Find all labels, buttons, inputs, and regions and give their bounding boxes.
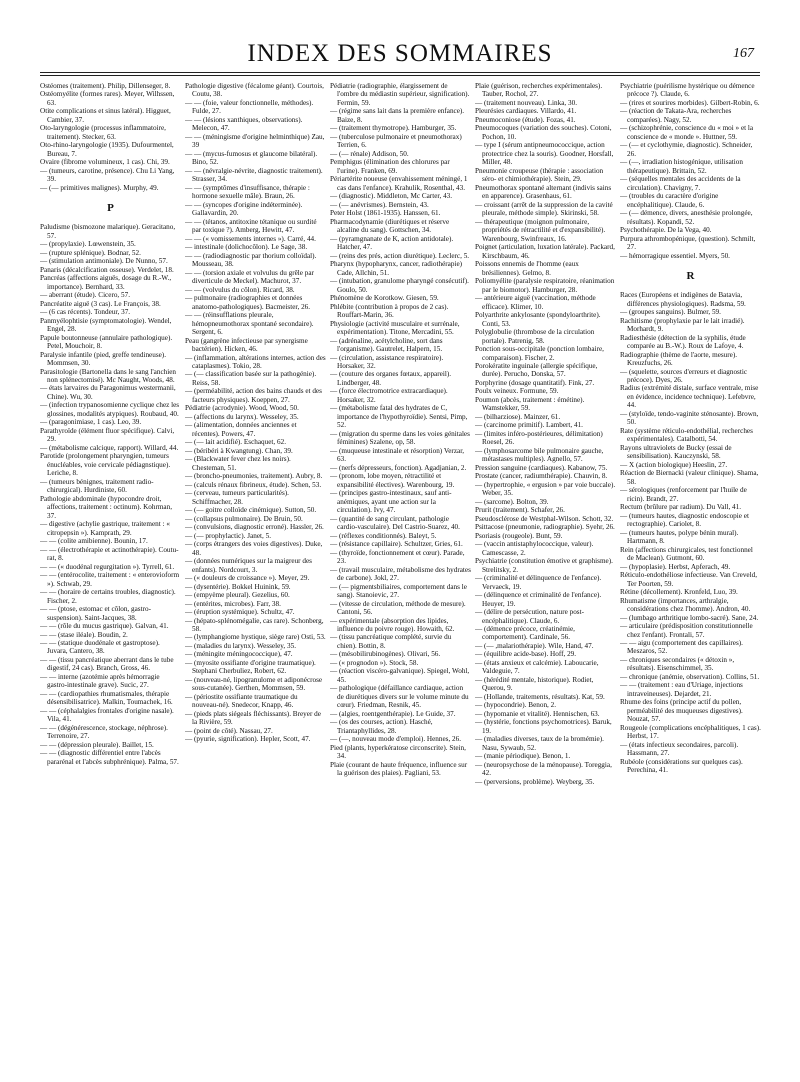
index-entry: — (hystérie, fonctions psychomotrices). Baruk, 19. bbox=[475, 718, 612, 735]
index-entry: Ostéomyélite (formes rares). Meyer, Wilhssen, 63. bbox=[40, 90, 175, 107]
index-entry: — (séquelles mentales des accidents de la circulation). Chavigny, 7. bbox=[620, 175, 741, 192]
index-entry: Rayons ultraviolets de Bucky (essai de sensibilisation). Kauczynski, 58. bbox=[620, 443, 732, 461]
index-entry: — (alimentation, données anciennes et récentes). Powers, 47. bbox=[185, 421, 297, 438]
index-entry: — (régime sans lait dans la première enfance). Baize, 8. bbox=[330, 107, 465, 124]
index-entry: — (collapsus pulmonaire). De Bruin, 50. bbox=[185, 514, 303, 523]
index-entry: — — (traitement : eau d'Uriage, injections intraveineuses). Dejardet, 21. bbox=[620, 681, 743, 698]
index-entry: — (paragonimiase, 1 cas). Leo, 39. bbox=[40, 418, 142, 427]
index-entry: — (os des courses, action). Hasché, Triantaphyllides, 28. bbox=[330, 718, 433, 735]
index-entry: — — (entérocolite, traitement : « enterovioform »). Schwab, 29. bbox=[40, 571, 180, 588]
index-entry: Ostéomes (traitement). Philip, Dillenseger, 8. bbox=[40, 82, 171, 90]
index-entry: — — (horaire de certains troubles, diagnostic). Fischer, 2. bbox=[40, 588, 176, 605]
index-entry: Pathologie abdominale (hypocondre droit, affections, traitement : octinum). Kohrman, 37. bbox=[40, 494, 173, 520]
index-entry: Peter Holst (1861-1935). Hanssen, 61. bbox=[330, 209, 441, 218]
index-entry: Rhume des foins (principe actif du pollen, perméabilité des muqueuses digestives). Nouzat, 57. bbox=[620, 698, 743, 724]
index-entry: — (démence précoce, créatinémie, comportement). Cardinale, 56. bbox=[475, 625, 575, 642]
index-entry: — (calculs rénaux fibrineux, étude). Schen, 53. bbox=[185, 480, 322, 489]
index-entry: — (perméabilité, action des bains chauds et des facteurs physiques). Koeppen, 27. bbox=[185, 387, 322, 404]
index-entry: Otite complications et sinus latéral). Higguet, Cambier, 37. bbox=[40, 107, 171, 124]
section-letter: P bbox=[107, 202, 114, 215]
index-entry: — pathologique (défaillance cardiaque, action de diurétiques divers sur le volume minute du cœur). Friedman, Resnik, 45. bbox=[330, 684, 469, 710]
index-entry: — — (colite amibienne). Bounin, 17. bbox=[40, 537, 148, 546]
index-entry: Parathyroïde (élément fluor spécifique). Calvi, 29. bbox=[40, 426, 175, 444]
index-entry: — (états anxieux et calcémie). Laboucarie, Valdeguie, 7. bbox=[475, 658, 599, 676]
index-entry: — — aigu (comportement des capillaires). Meszaros, 52. bbox=[620, 639, 743, 656]
index-entry: — (pyramgnanate de K, action antidotale). Hatcher, 47. bbox=[330, 234, 454, 252]
index-entry: Rougeole (complications encéphalitiques, 1 cas). Herbst, 17. bbox=[620, 723, 761, 741]
index-entry: — (broncho-pneumonies, traitement). Aubry, 8. bbox=[185, 472, 323, 481]
index-entry: — (hérédité mentale, historique). Rodiet, Querou, 9. bbox=[475, 675, 594, 693]
index-entry: — (traitement nouveau). Linka, 30. bbox=[475, 98, 577, 107]
index-entry: — (rires et sourires morbides). Gilbert-Robin, 6. bbox=[620, 98, 760, 107]
index-entry: Radiographie (thème de l'aorte, mesure). Kreuzfuchs, 26. bbox=[620, 350, 738, 368]
index-entry: — (—, irradiation histogénique, utilisation thérapeutique). Brittain, 52. bbox=[620, 158, 743, 175]
index-entry: — (« prognodon »). Stock, 58. bbox=[330, 658, 419, 667]
index-entry: — — (rôle du mucus gastrique). Galvan, 41. bbox=[40, 622, 169, 631]
index-entry: — type I (sérum antipneumococcique, action protectrice chez la souris). Goodner, Horsfall, Miller, 48. bbox=[475, 141, 614, 167]
index-entry: — (métabolisme fatal des hydrates de C, importance de l'hypothyroïdie). Sentsi, Pimp, 52. bbox=[330, 404, 468, 430]
index-entry: — (— primitives malignes). Murphy, 49. bbox=[40, 183, 159, 192]
index-entry: — chronique (anémie, observation). Collins, 51. bbox=[620, 672, 760, 681]
index-entry: Pemphigus (élimination des chlorures par l'urine). Franken, 69. bbox=[330, 158, 450, 175]
index-entry: — X (action biologique) Heeslin, 27. bbox=[620, 460, 728, 469]
index-entry: Pied (plants, hyperkératose circonscrite). Stein, 34. bbox=[330, 743, 466, 761]
index-entry: — (limites inféro-postérieures, délimitation) Roesel, 26. bbox=[475, 429, 603, 447]
index-columns bbox=[40, 82, 764, 1072]
index-entry: — — (tétanos, antitoxine tétanique ou surdité par toxique ?). Amberg, Hewitt, 47. bbox=[185, 217, 317, 235]
index-entry: — digestive (achylie gastrique, traitement : « citropepsin »). Kamprath, 29. bbox=[40, 520, 170, 537]
index-entry: Périartérite noueuse (envahissement méningé, 1 cas dans l'enfance). Krahulik, Rosenthal, 43. bbox=[330, 175, 468, 192]
index-entry: — (entérites, microbes). Farr, 38. bbox=[185, 599, 281, 608]
index-entry: Pancréas (affections aiguës, dosage du R.-W., importance). Bernhard, 33. bbox=[40, 274, 172, 291]
index-entry: — (perversions, problème). Weyberg, 35. bbox=[475, 777, 595, 786]
header-rule-bottom bbox=[40, 75, 760, 76]
index-entry: Pneumonie croupeuse (thérapie : association séro- et chimiothérapie). Stein, 29. bbox=[475, 166, 604, 184]
index-entry: — (tuberculose pulmonaire et pneumothorax) Terrien, 6. bbox=[330, 132, 462, 150]
index-entry: Réaction de Biernacki (valeur clinique). Shama, 58. bbox=[620, 469, 759, 486]
index-entry: — (réflexes conditionnés). Baleyt, 5. bbox=[330, 531, 437, 540]
index-entry: — (adrénaline, acétylcholine, sort dans l'organisme). Gautrelet, Halpern, 15. bbox=[330, 336, 443, 354]
index-entry: — (— classification basée sur la pathogénie). Reiss, 58. bbox=[185, 370, 317, 387]
index-entry: Pédiatrie (acrodynie). Wood, Wood, 50. bbox=[185, 404, 299, 413]
index-entry: — croissant (arrêt de la suppression de la cavité pleurale, méthode simple). Skirinski, 58. bbox=[475, 200, 613, 218]
index-entry: — (équilibre acide-base). Hoff, 29. bbox=[475, 650, 577, 659]
index-entry: — (Hollande, traitements, résultats). Kat, 59. bbox=[475, 692, 605, 701]
index-entry: — (stimulation antimoniale). De Nunno, 57. bbox=[40, 257, 168, 266]
index-entry: Paralysie infantile (pied, greffe tendineuse). Mommsen, 30. bbox=[40, 350, 166, 368]
index-entry: Papule boutonneuse (annulaire pathologique). Petel, Mouchoir, 8. bbox=[40, 333, 173, 351]
index-entry: — (criminalité et délinquence de l'enfance). Vervaeck, 19. bbox=[475, 574, 602, 591]
index-entry: — (hypomanie et vitalité). Hennischen, 63. bbox=[475, 709, 600, 718]
index-entry: — (— goitre colloïde cinémique). Sutton, 50. bbox=[185, 506, 317, 515]
index-entry: — (délire de persécution, nature post-encéphalitique). Claude, 6. bbox=[475, 608, 584, 625]
index-entry: — (sarcome). Bolton, 39. bbox=[475, 497, 549, 506]
index-entry: Réticulo-endothéliose infectieuse. Van Creveld, Ter Poorten, 59. bbox=[620, 571, 757, 588]
index-entry: Rubéole (considérations sur quelques cas). Perechina, 41. bbox=[620, 757, 743, 775]
index-entry: — — (électrothérapie et actinothérapie). Coutu-rat, 8. bbox=[40, 545, 179, 563]
index-entry: — — (foie, valeur fonctionnelle, méthodes). Fulde, 27. bbox=[185, 98, 314, 116]
index-entry: — — (tissu pancréatique aberrant dans le tube digestif, 24 cas). Branch, Gross, 46. bbox=[40, 655, 174, 673]
index-entry: Rein (affections chirurgicales, test fonctionnel de Maclean). Gutmont, 60. bbox=[620, 545, 753, 563]
index-entry: Psychiatrie (constitution émotive et graphisme). Strelitsky, 2. bbox=[475, 557, 613, 574]
index-entry: Pédiatrie (radiographie, élargissement de l'ombre du médiastin supérieur, signification). Fermin, 59. bbox=[330, 82, 470, 107]
index-entry: — — (mycus-fumosus et glaucome bilatéral). Bino, 52. bbox=[185, 149, 318, 167]
index-entry: Prostate (cancer, radiumthérapie). Chauvin, 8. bbox=[475, 472, 608, 481]
index-entry: — (tumeurs bénignes, traitement radio-chirurgical). Hurdiniste, 60. bbox=[40, 477, 154, 495]
index-column-1 bbox=[40, 82, 181, 1072]
index-entry: Ovaire (fibrome volumineux, 1 cas). Chi, 39. bbox=[40, 158, 170, 167]
index-entry: — — (lésions xanthiques, observations). Melecon, 47. bbox=[185, 115, 303, 133]
index-entry: — (reins des prés, action diurétique). Leclerc, 5. bbox=[330, 251, 470, 260]
index-entry: Races (Européens et indigènes de Batavia, différences physiologiques). Radsma, 59. bbox=[620, 291, 746, 308]
index-entry: — (point de côté). Nassau, 27. bbox=[185, 726, 273, 735]
index-entry: — (maladies diverses, taux de la bromémie). Nasu, Sywaub, 52. bbox=[475, 735, 604, 752]
index-entry: Panaris (décalcification osseuse). Verdelet, 18. bbox=[40, 265, 174, 274]
index-entry: — (affections du larynx). Wesseley, 35. bbox=[185, 412, 299, 421]
index-entry: — — (« vomissements internes »). Carré, 44. bbox=[185, 234, 316, 243]
index-entry: — sérologiques (renforcement par l'huile de ricin). Brandt, 27. bbox=[620, 486, 747, 503]
index-entry: — (réaction viscéro-galvanique). Spiegel, Wohl, 45. bbox=[330, 667, 470, 684]
index-entry: — — (ptose, estomac et côlon, gastro-suspension). Saint-Jacques, 38. bbox=[40, 605, 151, 622]
index-entry: — (carcinome primitif). Lambert, 41. bbox=[475, 421, 583, 430]
index-entry: — états larvaires du Paragonimus westermanii, Chine). Wu, 30. bbox=[40, 384, 176, 401]
index-entry: — (couture des organes fœtaux, appareil). Lindberger, 48. bbox=[330, 370, 452, 387]
index-entry: Pression sanguine (cardiaques). Kabanow, 75. bbox=[475, 463, 608, 472]
index-entry: — — (torsion axiale et volvulus du grêle par diverticule de Meckel). Machurot, 37. bbox=[185, 268, 314, 286]
index-entry: — (tumeurs hautes, polype bénin mural). Hartmann, 8. bbox=[620, 528, 739, 546]
index-entry: — (réaction de Takata-Ara, recherches comparées). Nagy, 52. bbox=[620, 107, 732, 124]
index-entry: — (algies, roentgenthérapie). Le Guide, 37. bbox=[330, 709, 456, 718]
index-entry: — (hépato-splénomégalie, cas rare). Schonberg, 58. bbox=[185, 616, 324, 633]
index-entry: Parotide (prolongement pharyngien, tumeurs énucléables, voie cervicale pédiagnstique). Leriche, 8. bbox=[40, 452, 171, 478]
index-entry: Phlébite (contribution à propos de 2 cas). Rouffart-Marin, 36. bbox=[330, 302, 449, 320]
index-entry: Psychothérapie. De la Vega, 40. bbox=[620, 226, 712, 235]
index-entry: — — (stase iléale). Boudin, 2. bbox=[40, 630, 128, 639]
index-entry: — — (névralgie-névrite, diagnostic traitement). Strasser, 34. bbox=[185, 166, 323, 184]
index-entry: — (lumbago arthritique lombo-sacré). Sane, 24. bbox=[620, 613, 759, 622]
index-entry: — (rupture splénique). Bodnar, 52. bbox=[40, 248, 141, 257]
index-entry: Psoriasis (rougeole). Bunt, 59. bbox=[475, 531, 563, 540]
index-entry: — (— pigmentsbiliaires, comportement dans le sang). Stanoievic, 27. bbox=[330, 582, 467, 600]
index-entry: — (neuropsychose de la ménopause). Toreggia, 42. bbox=[475, 760, 612, 778]
index-entry: — (inflammation, altérations internes, action des cataplasmes). Tokio, 28. bbox=[185, 353, 326, 370]
index-entry: Parasitologie (Bartonella dans le sang l'anchien non splénectomisé). Mc Naught, Woods, 48. bbox=[40, 367, 177, 384]
index-entry: Pancréatite aiguë (3 cas). Le François, 38. bbox=[40, 299, 161, 308]
index-entry: — — (diagnostic différentiel entre l'abcès pararénal et l'abcès subphrénique). Palma, 57. bbox=[40, 749, 179, 766]
page-header bbox=[40, 40, 760, 68]
index-entry: — (intubation, granulome pharyngé consécutif). Goulo, 50. bbox=[330, 277, 469, 294]
index-entry: Pneumoconiose (étude). Fozas, 41. bbox=[475, 115, 576, 124]
index-entry: Psittacose (pneumonie, radiographie). Syehr, 26. bbox=[475, 523, 615, 532]
index-entry: — (béribéri à Kwangtung). Chan, 39. bbox=[185, 446, 293, 455]
index-entry: Poissons ennemis de l'homme (eaux brésiliennes). Gelmo, 8. bbox=[475, 260, 579, 277]
index-entry: — — (cardiopathies rhumatismales, thérapie désensibilisatrice). Malkin, Toumachek, 16. bbox=[40, 689, 173, 707]
index-entry: — (bilharziose). Mainzer, 61. bbox=[475, 412, 561, 421]
index-entry: — — (syncopes d'origine indéterminée). Gallavardin, 20. bbox=[185, 200, 303, 218]
index-entry: — — (volvulus du côlon). Ricard, 38. bbox=[185, 285, 295, 294]
index-entry: — (lymphangiome hystique, siège rare) Osti, 53. bbox=[185, 633, 326, 642]
index-entry: — (quantité de sang circulant, pathologie cardio-vasculaire). Del Castrio-Suarez, 40. bbox=[330, 514, 460, 532]
index-entry: — (— prophylactic). Janet, 5. bbox=[185, 531, 272, 540]
index-entry: — (pieds plats siégeals fléchissants). Breyer de la Rivière, 59. bbox=[185, 709, 321, 727]
index-entry: — (maladies du larynx). Wesseley, 35. bbox=[185, 641, 296, 650]
index-entry: — (— lait acidifié). Eschaquet, 62. bbox=[185, 438, 286, 447]
index-entry: — (éruption systémique). Schultz, 47. bbox=[185, 608, 295, 617]
index-entry: — (6 cas récents). Tondeur, 37. bbox=[40, 308, 131, 317]
index-entry: — (migration du sperme dans les voies génitales féminines) Szalene, op, 58. bbox=[330, 429, 470, 447]
index-entry: Pharmacodynamie (diurétiques et réserve alcaline du sang). Gottschen, 34. bbox=[330, 217, 450, 235]
index-entry: Phénomène de Korotkow. Giesen, 59. bbox=[330, 294, 439, 303]
index-entry: Porphyrine (dosage quantitatif). Fink, 27. bbox=[475, 378, 595, 387]
index-entry: Pleurésies cardiaques. Villardo, 41. bbox=[475, 107, 577, 116]
index-entry: Poumon (abcès, traitement : émétine). Wamstekker, 59. bbox=[475, 395, 585, 413]
index-entry: — (hypertrophie, « ergusion » par voie buccale). Weber, 35. bbox=[475, 480, 616, 498]
index-entry: Pneumothorax spontané alternant (indivis sains en apparence). Grasenhaus, 61. bbox=[475, 183, 612, 201]
index-entry: — antérieure aiguë (vaccination, méthode efficace). Klimer, 10. bbox=[475, 294, 596, 311]
index-entry: — — (statique duodénale et gastroptose). Juvara, Cantero, 38. bbox=[40, 639, 160, 656]
index-entry: — expérimentale (absorption des lipides, influence du poivre rouge). Howaith, 62. bbox=[330, 616, 455, 633]
index-entry: — (muqueuse intestinale et résorption) Verzar, 63. bbox=[330, 446, 465, 464]
index-entry: — intestinale (dolichocôlon). Le Sage, 38. bbox=[185, 243, 308, 252]
index-entry: — (diagnostic). Middleton, Mc Carter, 43. bbox=[330, 192, 453, 201]
index-entry: — (lymphosarcome bile pulmonaire gauche, métastases multiples). Agnello, 57. bbox=[475, 446, 604, 464]
index-entry: Polyglobulie (thrombose de la circulation portale). Patrenig, 58. bbox=[475, 328, 595, 345]
index-entry: Oto-rhino-laryngologie (1935). Dufourmentel, Bureau, 7. bbox=[40, 141, 174, 158]
index-entry: — (tumeurs hautes, diagnostic endoscopie et rectographie). Cariolet, 8. bbox=[620, 511, 749, 529]
index-entry: — (dysentérie). Bokkel Huinink, 59. bbox=[185, 582, 291, 591]
index-column-5 bbox=[620, 82, 761, 1072]
index-column-3 bbox=[330, 82, 471, 1072]
index-entry: — (métabolisme calcique, rapport). Willard, 44. bbox=[40, 443, 179, 452]
index-entry: — (vitesse de circulation, méthode de mesure). Cantoni, 56. bbox=[330, 599, 466, 617]
index-entry: Rachitisme (prophylaxie par le lait irradié). Morhardt, 9. bbox=[620, 316, 745, 334]
index-entry: — — (dégénérescence, stockage, néphrose). Terrenoire, 27. bbox=[40, 723, 168, 741]
index-entry: — (mésobilirubinogènes). Olivari, 56. bbox=[330, 650, 441, 659]
index-column-2 bbox=[185, 82, 326, 1072]
index-entry: — aberrant (étude). Cicero, 57. bbox=[40, 291, 131, 300]
index-entry: — (circulation, assistance respiratoire). Horsaker, 32. bbox=[330, 353, 444, 370]
index-entry: — (groupes sanguins). Bulmer, 59. bbox=[620, 308, 721, 317]
index-entry: — (nouveau-né, lipogranulome et adiponécrose sous-cutanée). Gerthen, Mommsen, 59. bbox=[185, 675, 323, 693]
index-entry: Poulx veineux. Formune, 59. bbox=[475, 387, 559, 396]
index-entry: Radius (extrémité distale, surface ventrale, mise en évidence, incidence technique). Lefebvre, 44. bbox=[620, 384, 759, 410]
index-entry: — (—, nouveau mode d'emploi). Hennes, 26. bbox=[330, 735, 462, 744]
index-entry: — (— ,malariothérapie). Wile, Hand, 47. bbox=[475, 641, 594, 650]
index-entry: — (thyroïde, fonctionnement et cœur). Parade, 23. bbox=[330, 548, 465, 566]
index-entry: — (infection trypanosomienne cyclique chez les glossines, modalités atypiques). Roubaud, 40. bbox=[40, 401, 180, 418]
index-entry: — (manie périodique). Benon, 1. bbox=[475, 752, 571, 761]
index-entry: Rétine (décollement). Kronfeld, Luo, 39. bbox=[620, 588, 738, 597]
index-entry: Poliomyélite (paralysie respiratoire, réanimation par le biomotor). Hamburger, 28. bbox=[475, 277, 615, 294]
index-entry: Pneumocoques (variation des souches). Cotoni, Pochon, 10. bbox=[475, 124, 612, 141]
page-title: INDEX DES SOMMAIRES bbox=[247, 40, 553, 67]
index-entry: — (traitement thymotrope). Hamburger, 35. bbox=[330, 124, 457, 133]
index-entry: Psychiatrie (puérilisme hystérique ou démence précoce ?). Claude, 6. bbox=[620, 82, 755, 99]
index-entry: — (— anévrismes). Bernstein, 43. bbox=[330, 200, 429, 209]
index-entry: — pulmonaire (radiographies et données anatomo-pathologiques). Bacmeister, 26. bbox=[185, 294, 311, 311]
index-entry: — (pronom, lobe moyen, rétractilité et expansibilité électives). Warenbourg, 19. bbox=[330, 472, 455, 489]
index-entry: — — (« duodénal regurgitation »). Tyrrell, 61. bbox=[40, 562, 175, 571]
index-entry: — (méningite méningococcique), 47. bbox=[185, 650, 293, 659]
index-entry: Rectum (brûlure par radium). Du Vall, 41. bbox=[620, 503, 742, 512]
index-entry: Peau (gangrène infectieuse par synergisme bactérien). Hicken, 46. bbox=[185, 336, 308, 354]
index-entry: — (hypocondrie). Benon, 2. bbox=[475, 701, 557, 710]
index-entry: Ponction sous-occipitale (ponction lombaire, comparaison). Fischer, 2. bbox=[475, 345, 604, 362]
index-entry: Polyarthrite ankylosante (spondyloarthrite). Conti, 53. bbox=[475, 311, 601, 328]
index-entry: Porokératite inguinale (allergie spécifique, durée). Perucho, Donska, 57. bbox=[475, 361, 598, 379]
index-entry: — — (méningisme d'origine helminthique) Zau, 39 bbox=[185, 132, 325, 150]
index-entry: — (empyème pleural). Gezelius, 60. bbox=[185, 591, 290, 600]
index-entry: — (états infectieux secondaires, parcoli). Hassmann, 27. bbox=[620, 740, 739, 758]
index-entry: — — (céphalalgies frontales d'origine nasale). Vila, 41. bbox=[40, 706, 174, 724]
index-entry: — (hypoplasie). Herbst, Apferach, 49. bbox=[620, 562, 731, 571]
index-entry: Radiesthésie (détection de la syphilis, étude comparée au B.-W.). Roux de Lafoye, 4. bbox=[620, 333, 746, 351]
section-letter: R bbox=[686, 270, 695, 283]
index-entry: Panmyélophtisie (symptomatologie). Wendel, Engel, 28. bbox=[40, 316, 172, 334]
index-entry: — (périostite ossifiante traumatique du nouveau-né). Snedecor, Knapp, 46. bbox=[185, 692, 298, 710]
index-entry: Oto-laryngologie (processus inflammatoire, traitement). Stecker, 63. bbox=[40, 124, 166, 141]
index-entry: — — (symptômes d'insuffisance, thérapie : hormone sexuelle mâle). Braun, 26. bbox=[185, 183, 310, 201]
index-entry: — (données numériques sur la maigreur des enfants). Nordcourt, 3. bbox=[185, 557, 312, 574]
index-entry: — (squelette, sources d'erreurs et diagnostic précoce). Dyes, 26. bbox=[620, 367, 748, 384]
index-entry: — articulaire (prédisposition constitutionnelle chez l'enfant). Frontali, 57. bbox=[620, 622, 753, 639]
index-entry: — — interne (azotémie après hémorragie gastro-intestinale grave). Sucic, 27. bbox=[40, 672, 160, 690]
index-entry: — — (radiodiagnostic par thorium colloïdal). Mousseau, 38. bbox=[185, 251, 317, 269]
index-entry: — (styloïde, tendo-vaginite sténosante). Brown, 50. bbox=[620, 409, 759, 427]
index-entry: — (— démence, divers, anesthésie prolongée, résultats). Kopandi, 52. bbox=[620, 209, 753, 226]
header-rule-top bbox=[40, 72, 760, 73]
index-entry: — thérapeutique (moignon pulmonaire, propriétés de rétractilité et d'expansibilité). Warenbourg, Swinfreaux, 16. bbox=[475, 217, 606, 243]
index-entry: — (pyurie, signification). Hepler, Scott, 47. bbox=[185, 735, 311, 744]
index-entry: — (principes gastro-intestinaux, sauf anti-anémiques, ayant une action sur la circulation). Ivy, 47. bbox=[330, 489, 452, 515]
index-entry: — (résistance capillaire). Schultzer, Gries, 61. bbox=[330, 540, 463, 549]
index-entry: Poignet (articulation, luxation latérale). Packard, Kirschbaum, 46. bbox=[475, 243, 615, 260]
index-entry: — (délinquence et criminalité de l'enfance). Heuyer, 19. bbox=[475, 591, 602, 608]
index-entry: Purpura athrombopénique, (question). Schmilt, 27. bbox=[620, 234, 756, 252]
index-entry: — (vaccin antistaphylococcique, valeur). Camescasse, 2. bbox=[475, 540, 594, 557]
index-entry: Rhumatisme (importances, arthralgie, considérations chez l'homme). Andron, 40. bbox=[620, 596, 751, 614]
index-entry: — (propylaxie). Lœwenstein, 35. bbox=[40, 240, 136, 249]
index-entry: — (— et cyclothymie, diagnostic). Schneider, 26. bbox=[620, 141, 753, 158]
index-entry: — (Blackwater fever chez les noirs). Chesteman, 51. bbox=[185, 455, 291, 472]
index-entry: Prurit (traitement). Schafer, 26. bbox=[475, 506, 565, 515]
index-entry: Paludisme (bismozone malarique). Geracitano, 57. bbox=[40, 223, 176, 240]
index-entry: — hémorragique essentiel. Myers, 50. bbox=[620, 251, 730, 260]
index-entry: — — (dépression pleurale). Baillet, 15. bbox=[40, 740, 154, 749]
index-entry: Physiologie (activité musculaire et surrénale, expérimentation). Titone, Mercadini, 55. bbox=[330, 319, 460, 337]
index-entry: — (« douleurs de croissance »). Meyer, 29. bbox=[185, 574, 310, 583]
index-entry: — — (réinsufflations pleurale, hémopneumothorax spontané secondaire). Sergent, 6. bbox=[185, 311, 314, 337]
index-entry: — (troubles du caractère d'origine encéphalitique). Claude, 6. bbox=[620, 192, 719, 209]
index-entry: — (— rénale) Addison, 50. bbox=[330, 149, 409, 158]
index-entry: — (convulsions, diagnostic erroné). Hassler, 26. bbox=[185, 523, 324, 532]
index-column-4 bbox=[475, 82, 616, 1072]
index-entry: — (travail musculaire, métabolisme des hydrates de carbone). Jokl, 27. bbox=[330, 565, 471, 583]
page-number: 167 bbox=[733, 46, 754, 61]
index-entry: Pharynx (hypopharynx, cancer, radiothérapie) Cade, Allchin, 51. bbox=[330, 260, 463, 277]
index-entry: Plaie (guérison, recherches expérimentales). Tauber, Rochol, 27. bbox=[475, 82, 603, 99]
index-entry: — (tissu pancréatique complété, survie du chien). Bottin, 8. bbox=[330, 633, 452, 650]
index-entry: — (force électromotrice extracardiaque). Horsaker, 32. bbox=[330, 387, 448, 404]
index-entry: Plaie (courant de haute fréquence, influence sur la guérison des plaies). Pagliani, 53. bbox=[330, 760, 468, 778]
index-entry: — (nerfs dépresseurs, fonction). Agadjanian, 2. bbox=[330, 463, 467, 472]
index-entry: — (cerveau, tumeurs particularités). Schiffmacher, 28. bbox=[185, 489, 289, 506]
index-entry: — (myosite ossifiante d'origine traumatique). Stephani Cherbuliez, Robert, 62. bbox=[185, 658, 316, 676]
index-entry: — (schizophrénie, conscience du « moi » et la conscience de « monde ». Huttner, 59. bbox=[620, 124, 754, 141]
index-entry: — (tumeurs, carotine, présence). Chu Li Yang, 39. bbox=[40, 166, 175, 184]
index-entry: — (corps étrangers des voies digestives). Duke, 48. bbox=[185, 540, 323, 557]
index-entry: Rate (système réticulo-endothélial, recherches expérimentales). Catalbotti, 54. bbox=[620, 426, 753, 444]
index-entry: Pseudosclérose de Westphal-Wilson. Schott, 32. bbox=[475, 514, 614, 523]
index-entry: — chroniques secondaires (« détoxin », résultats). Eisenschimmel, 35. bbox=[620, 655, 735, 673]
index-entry: Pathologie digestive (fécalome géant). Courtois, Coutu, 38. bbox=[185, 82, 324, 99]
